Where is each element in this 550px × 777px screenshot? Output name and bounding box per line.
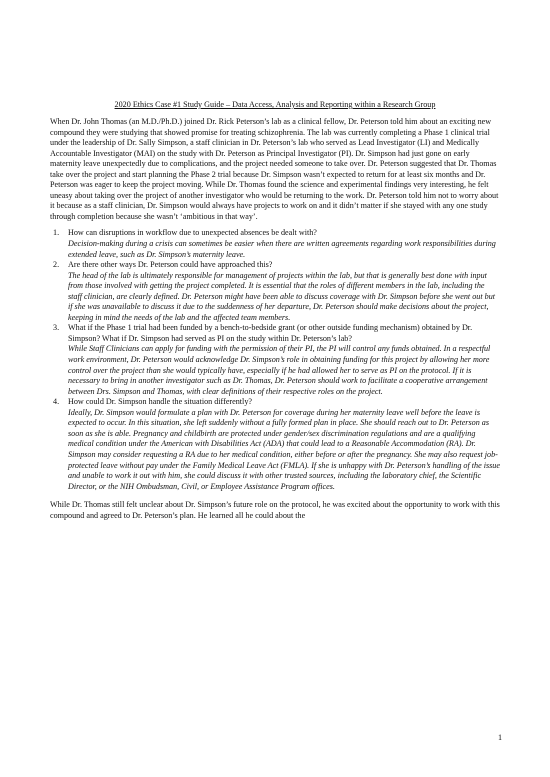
answer-text: The head of the lab is ultimately responsible for management of projects within the lab, but that is generally best done with input from those involved with getting the project completed. It is essential that the roles of different members in the lab, including the staff clinician, are clearly defined. Dr. Peterson might have been able to discuss coverage with Dr. Simpson before she went out but if she was unavailable to discuss it due to the suddenness of her departure, Dr. Peterson should make decisions about the project, keeping in mind the needs of the lab and the affected team members.	[68, 270, 496, 322]
intro-paragraph: When Dr. John Thomas (an M.D./Ph.D.) joined Dr. Rick Peterson’s lab as a clinical fellow, Dr. Peterson told him about an exciting new compound they were studying that showed promise for treating schizophrenia. The lab was currently completing a Phase 1 clinical trial under the leadership of Dr. Sally Simpson, a staff clinician in Dr. Peterson’s lab who served as Lead Investigator (LI) and Medically Accountable Investigator (MAI) on the study with Dr. Peterson as Principal Investigator (PI). Dr. Simpson had just gone on early maternity leave unexpectedly due to complications, and the project needed someone to take over. Dr. Peterson suggested that Dr. Thomas take over the project and start planning the Phase 2 trial because Dr. Simpson wasn’t expected to return for at least six months and Dr. Peterson was eager to keep the project moving. While Dr. Thomas found the science and experimental findings very interesting, he felt uneasy about taking over the project of another investigator who would be returning to the work. Dr. Peterson told him not to worry about it because as a staff clinician, Dr. Simpson would always have projects to work on and it didn’t matter if she stayed with any one study through completion because she wasn’t ‘ambitious in that way’.	[50, 117, 499, 221]
document-body	[50, 117, 500, 521]
closing-paragraph: While Dr. Thomas still felt unclear about Dr. Simpson’s future role on the protocol, he was excited about the opportunity to work with this compound and agreed to Dr. Peterson’s plan. He learned all he could about the	[50, 500, 500, 520]
question-text: How can disruptions in workflow due to unexpected absences be dealt with?	[68, 228, 317, 238]
page-number: 1	[497, 733, 502, 742]
question-item	[50, 260, 500, 323]
question-item	[50, 228, 500, 260]
question-list	[50, 228, 500, 492]
document-title: 2020 Ethics Case #1 Study Guide – Data Access, Analysis and Reporting within a Research Group	[114, 100, 436, 109]
question-number: 2.	[53, 260, 60, 270]
question-item	[50, 397, 500, 492]
question-number: 3.	[53, 323, 60, 333]
question-number: 4.	[53, 397, 60, 407]
answer-text: While Staff Clinicians can apply for funding with the permission of their PI, the PI will control any funds obtained. In a respectful work environment, Dr. Peterson would acknowledge Dr. Simpson’s role in obtaining funding for this project by allowing her more control over the project than she would typically have, especially if he had allowed her to serve as PI on the protocol. If it is necessary to bring in another investigator such as Dr. Thomas, Dr. Peterson should work to facilitate a cooperative arrangement between Drs. Simpson and Thomas, with clear definitions of their respective roles on the project.	[68, 344, 491, 396]
question-text: What if the Phase 1 trial had been funded by a bench-to-bedside grant (or other outside funding mechanism) obtained by Dr. Simpson? What if Dr. Simpson had served as PI on the study within Dr. Peterson’s lab?	[68, 323, 473, 343]
answer-text: Ideally, Dr. Simpson would formulate a plan with Dr. Peterson for coverage during her maternity leave well before the leave is expected to occur. In this situation, she left suddenly without a fully formed plan in place. She should reach out to Dr. Peterson as soon as she is able. Pregnancy and childbirth are protected under gender/sex discrimination regulations and are a qualifying medical condition under the American with Disabilities Act (ADA) that could lead to a Reasonable Accommodation (RA). Dr. Simpson may consider requesting a RA due to her medical condition, either before or after the pregnancy. She may also request job-protected leave without pay under the Family Medical Leave Act (FMLA). If she is unhappy with Dr. Peterson’s handling of the issue and unable to work it out with him, she could discuss it with other trusted sources, including the laboratory chief, the Scientific Director, or the NIH Ombudsman, Civil, or Employee Assistance Program offices.	[68, 407, 500, 491]
question-number: 1.	[53, 228, 60, 238]
question-text: Are there other ways Dr. Peterson could have approached this?	[68, 260, 273, 270]
question-text: How could Dr. Simpson handle the situation differently?	[68, 397, 252, 407]
question-item	[50, 323, 500, 397]
answer-text: Decision-making during a crisis can sometimes be easier when there are written agreements regarding work responsibilities during extended leave, such as Dr. Simpson’s maternity leave.	[68, 239, 496, 259]
